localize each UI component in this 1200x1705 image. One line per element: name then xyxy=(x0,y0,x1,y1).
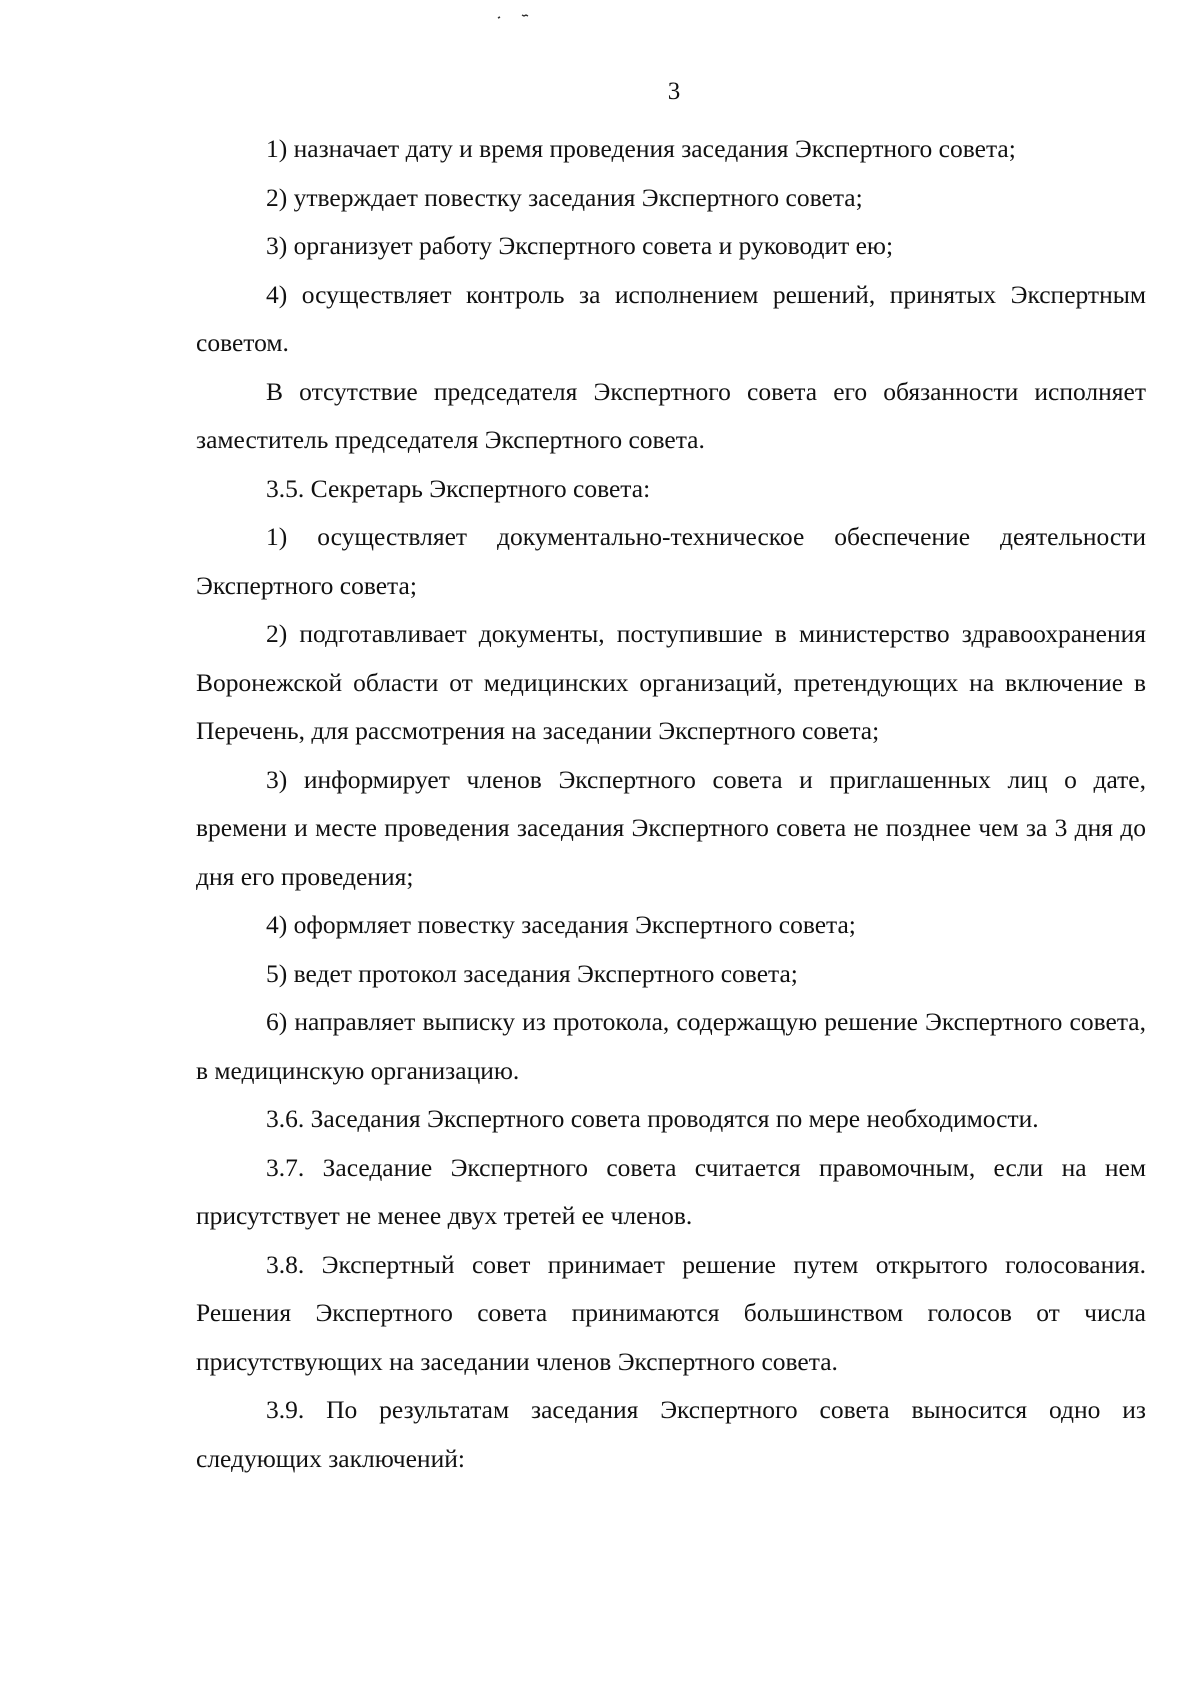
paragraph: 1) осуществляет документально-техническое обеспечение деятельности Экспертного совета; xyxy=(196,522,1146,600)
paragraph: 3.6. Заседания Экспертного совета проводятся по мере необходимости. xyxy=(266,1104,1039,1133)
page-number: 3 xyxy=(667,78,681,105)
paragraph: 1) назначает дату и время проведения заседания Экспертного совета; xyxy=(266,134,1016,163)
paragraph: 4) осуществляет контроль за исполнением решений, принятых Экспертным советом. xyxy=(196,279,1146,357)
paragraph: 2) подготавливает документы, поступившие в министерство здравоохранения Воронежской области от медицинских организаций, претендующих на включение в Перечень, для рассмотрения на заседании Экспертного совета; xyxy=(196,619,1146,745)
paragraph: 2) утверждает повестку заседания Экспертного совета; xyxy=(266,182,863,212)
paragraph: 3.5. Секретарь Экспертного совета: xyxy=(266,473,651,503)
paragraph: 5) ведет протокол заседания Экспертного совета; xyxy=(266,958,798,988)
paragraph: 4) оформляет повестку заседания Экспертного совета; xyxy=(266,910,856,939)
document-body xyxy=(196,125,1146,1483)
paragraph: 3.8. Экспертный совет принимает решение путем открытого голосования. Решения Экспертного совета принимаются большинством голосов от числа присутствующих на заседании членов Экспертного совета. xyxy=(196,1249,1146,1376)
paragraph: 3.7. Заседание Экспертного совета считается правомочным, если на нем присутствует не менее двух третей ее членов. xyxy=(196,1152,1146,1230)
scan-artifact-marks xyxy=(496,10,536,24)
paragraph: 3) информирует членов Экспертного совета и приглашенных лиц о дате, времени и месте проведения заседания Экспертного совета не позднее чем за 3 дня до дня его проведения; xyxy=(196,764,1146,891)
paragraph: 3.9. По результатам заседания Экспертного совета выносится одно из следующих заключений: xyxy=(196,1395,1146,1473)
paragraph: 6) направляет выписку из протокола, содержащую решение Экспертного совета, в медицинскую организацию. xyxy=(196,1007,1146,1085)
paragraph: В отсутствие председателя Экспертного совета его обязанности исполняет заместитель председателя Экспертного совета. xyxy=(196,376,1146,454)
paragraph: 3) организует работу Экспертного совета и руководит ею; xyxy=(266,231,894,260)
